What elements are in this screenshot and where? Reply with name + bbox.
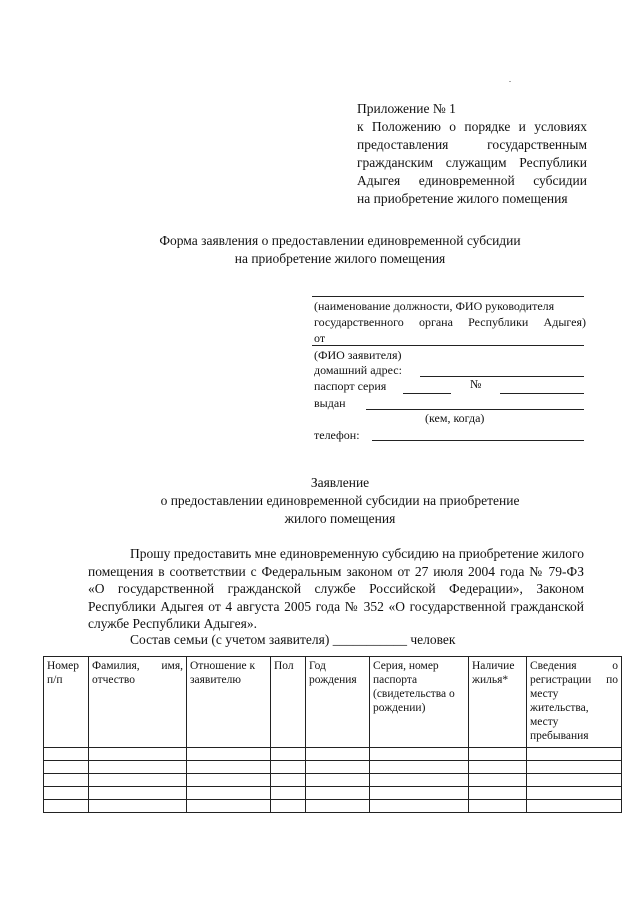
table-row[interactable] — [44, 761, 622, 774]
phone-label: телефон: — [314, 428, 360, 442]
header-registration: Сведения о регистрации по месту жительства, месту пребывания — [527, 657, 622, 748]
form-title — [80, 232, 600, 268]
head-label-2: государственного органа Республики Адыгея) — [314, 315, 586, 329]
table-cell[interactable] — [187, 787, 271, 800]
applicant-label: (ФИО заявителя) — [314, 348, 402, 362]
applicant-name-line[interactable] — [312, 345, 584, 346]
table-cell[interactable] — [187, 800, 271, 813]
table-cell[interactable] — [44, 761, 89, 774]
appendix-line: к Положению о порядке и условиях — [357, 119, 587, 134]
appendix-line: гражданским служащим Республики — [357, 155, 587, 170]
table-cell[interactable] — [306, 748, 370, 761]
table-cell[interactable] — [306, 800, 370, 813]
table-cell[interactable] — [469, 761, 527, 774]
table-cell[interactable] — [89, 774, 187, 787]
table-header-row — [44, 657, 622, 748]
appendix-block — [357, 100, 587, 208]
table-row[interactable] — [44, 787, 622, 800]
table-cell[interactable] — [306, 787, 370, 800]
table-row[interactable] — [44, 774, 622, 787]
table-cell[interactable] — [527, 787, 622, 800]
header-relation: Отношение к заявителю — [187, 657, 271, 748]
table-cell[interactable] — [187, 774, 271, 787]
table-cell[interactable] — [370, 761, 469, 774]
table-cell[interactable] — [44, 748, 89, 761]
header-sex: Пол — [271, 657, 306, 748]
table-cell[interactable] — [527, 800, 622, 813]
table-row[interactable] — [44, 748, 622, 761]
table-cell[interactable] — [89, 748, 187, 761]
table-cell[interactable] — [370, 787, 469, 800]
home-address-label: домашний адрес: — [314, 363, 402, 377]
table-cell[interactable] — [44, 787, 89, 800]
from-label: от — [314, 331, 326, 345]
head-label-1: (наименование должности, ФИО руководителя — [314, 299, 555, 313]
table-row[interactable] — [44, 800, 622, 813]
appendix-line: на приобретение жилого помещения — [357, 191, 568, 206]
table-cell[interactable] — [271, 748, 306, 761]
statement-paragraph: Прошу предоставить мне единовременную субсидию на приобретение жилого помещения в соответствии с Федеральным законом от 27 июля 2004 года № 79-ФЗ «О государственной гражданской службе Российской Федерации», Законом Республики Адыгея от 4 августа 2005 года № 352 «О государственной гражданской службе Республики Адыгея». — [88, 546, 584, 631]
header-passport: Серия, номер паспорта (свидетельства о рождении) — [370, 657, 469, 748]
passport-number-label: № — [470, 377, 482, 391]
table-cell[interactable] — [527, 774, 622, 787]
passport-series-label: паспорт серия — [314, 379, 387, 393]
family-table — [43, 656, 622, 813]
statement-body — [88, 545, 584, 633]
table-cell[interactable] — [469, 748, 527, 761]
table-cell[interactable] — [469, 774, 527, 787]
table-cell[interactable] — [89, 800, 187, 813]
head-name-line[interactable] — [312, 296, 584, 297]
table-cell[interactable] — [89, 761, 187, 774]
header-birth-year: Год рождения — [306, 657, 370, 748]
header-housing: Наличие жилья* — [469, 657, 527, 748]
table-cell[interactable] — [527, 748, 622, 761]
table-cell[interactable] — [306, 761, 370, 774]
table-cell[interactable] — [370, 774, 469, 787]
table-cell[interactable] — [306, 774, 370, 787]
form-title-line: на приобретение жилого помещения — [234, 251, 446, 266]
header-full-name: Фамилия, имя, отчество — [89, 657, 187, 748]
table-cell[interactable] — [469, 787, 527, 800]
table-cell[interactable] — [271, 787, 306, 800]
issued-label: выдан — [314, 396, 346, 410]
family-suffix: человек — [410, 632, 456, 647]
table-cell[interactable] — [527, 761, 622, 774]
issued-line[interactable] — [366, 409, 584, 410]
statement-title-line: жилого помещения — [284, 511, 396, 526]
table-cell[interactable] — [370, 748, 469, 761]
appendix-line: предоставления государственным — [357, 137, 587, 152]
table-cell[interactable] — [271, 800, 306, 813]
appendix-title: Приложение № 1 — [357, 101, 456, 116]
table-cell[interactable] — [187, 748, 271, 761]
header-number: Номер п/п — [44, 657, 89, 748]
table-cell[interactable] — [469, 800, 527, 813]
statement-title — [80, 474, 600, 528]
issued-hint: (кем, когда) — [425, 411, 485, 425]
table-cell[interactable] — [187, 761, 271, 774]
phone-line[interactable] — [372, 440, 584, 441]
table-cell[interactable] — [44, 800, 89, 813]
family-prefix: Состав семьи (с учетом заявителя) — [130, 632, 330, 647]
scan-dot: . — [509, 75, 511, 84]
statement-title-line: о предоставлении единовременной субсидии на приобретение — [160, 493, 520, 508]
table-cell[interactable] — [271, 774, 306, 787]
family-composition — [130, 631, 455, 648]
passport-number-line[interactable] — [500, 393, 584, 394]
statement-title-line: Заявление — [310, 475, 370, 490]
home-address-line[interactable] — [420, 376, 584, 377]
table-cell[interactable] — [44, 774, 89, 787]
appendix-line: Адыгея единовременной субсидии — [357, 173, 587, 188]
table-cell[interactable] — [89, 787, 187, 800]
family-count-blank[interactable]: ___________ — [332, 632, 407, 647]
passport-series-line[interactable] — [403, 393, 451, 394]
form-title-line: Форма заявления о предоставлении единовременной субсидии — [159, 233, 521, 248]
table-cell[interactable] — [271, 761, 306, 774]
table-cell[interactable] — [370, 800, 469, 813]
